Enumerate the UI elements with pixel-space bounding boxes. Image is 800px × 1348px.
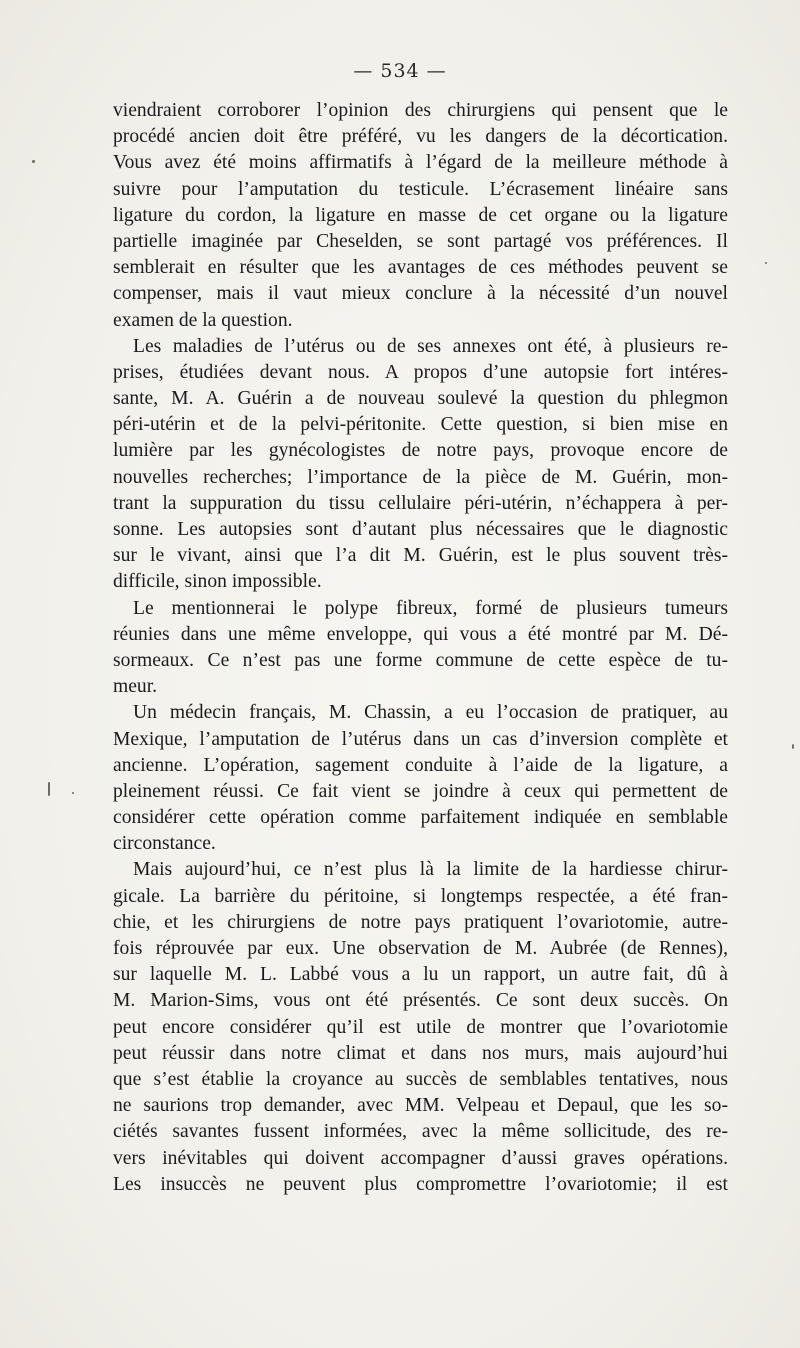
scan-speck	[792, 744, 794, 749]
text-line: procédé ancien doit être préféré, vu les dangers de la décortication.	[113, 126, 728, 148]
text-line: sormeaux. Ce n’est pas une forme commune de cette espèce de tu-	[113, 649, 728, 671]
scan-speck	[48, 782, 50, 796]
text-line: chie, et les chirurgiens de notre pays pratiquent l’ovariotomie, autre-	[113, 911, 728, 933]
text-line: lumière par les gynécologistes de notre pays, provoque encore de	[113, 440, 728, 462]
text-line: partielle imaginée par Cheselden, se sont partagé vos préférences. Il	[113, 230, 728, 252]
text-line: Le mentionnerai le polype fibreux, formé de plusieurs tumeurs	[133, 597, 728, 619]
text-line: meur.	[113, 676, 158, 698]
body-text	[113, 98, 728, 1198]
text-line: Mexique, l’amputation de l’utérus dans un cas d’inversion complète et	[113, 728, 728, 750]
text-line: gicale. La barrière du péritoine, si longtemps respectée, a été fran-	[113, 885, 728, 907]
text-line: considérer cette opération comme parfaitement indiquée en semblable	[113, 807, 728, 829]
scan-speck	[765, 262, 767, 264]
scan-speck	[72, 792, 74, 794]
text-line: vers inévitables qui doivent accompagner d’aussi graves opérations.	[113, 1147, 728, 1169]
text-line: M. Marion-Sims, vous ont été présentés. Ce sont deux succès. On	[113, 990, 728, 1012]
text-line: nouvelles recherches; l’importance de la pièce de M. Guérin, mon-	[113, 466, 728, 488]
page-number: — 534 —	[353, 60, 447, 82]
text-line: compenser, mais il vaut mieux conclure à la nécessité d’un nouvel	[113, 283, 728, 305]
text-line: Mais aujourd’hui, ce n’est plus là la limite de la hardiesse chirur-	[133, 859, 728, 881]
text-line: sur le vivant, ainsi que l’a dit M. Guérin, est le plus souvent très-	[113, 545, 728, 567]
text-line: fois réprouvée par eux. Une observation de M. Aubrée (de Rennes),	[113, 938, 728, 959]
text-line: ligature du cordon, la ligature en masse de cet organe ou la ligature	[113, 204, 728, 226]
text-line: circonstance.	[113, 833, 216, 855]
text-line: péri-utérin et de la pelvi-péritonite. Cette question, si bien mise en	[113, 414, 728, 436]
scan-speck	[32, 160, 35, 163]
text-line: examen de la question.	[113, 309, 293, 331]
text-line: Vous avez été moins affirmatifs à l’égard de la meilleure méthode à	[113, 152, 728, 174]
text-line: ancienne. L’opération, sagement conduite à l’aide de la ligature, a	[113, 754, 728, 776]
text-line: semblerait en résulter que les avantages de ces méthodes peuvent se	[113, 257, 728, 279]
text-line: difficile, sinon impossible.	[113, 571, 322, 593]
text-line: ciétés savantes fussent informées, avec la même sollicitude, des re-	[113, 1121, 728, 1143]
text-line: ne saurions trop demander, avec MM. Velpeau et Depaul, que les so-	[113, 1095, 728, 1117]
text-line: pleinement réussi. Ce fait vient se joindre à ceux qui permettent de	[113, 780, 728, 802]
text-line: suivre pour l’amputation du testicule. L’écrasement linéaire sans	[113, 178, 728, 200]
text-line: que s’est établie la croyance au succès de semblables tentatives, nous	[113, 1068, 728, 1090]
text-line: peut réussir dans notre climat et dans nos murs, mais aujourd’hui	[113, 1042, 728, 1064]
text-line: trant la suppuration du tissu cellulaire péri-utérin, n’échappera à per-	[113, 492, 728, 514]
text-line: Un médecin français, M. Chassin, a eu l’occasion de pratiquer, au	[133, 702, 728, 724]
text-line: prises, étudiées devant nous. A propos d’une autopsie fort intéres-	[113, 361, 728, 383]
text-line: sur laquelle M. L. Labbé vous a lu un rapport, un autre fait, dû à	[113, 964, 728, 986]
text-line: sante, M. A. Guérin a de nouveau soulevé la question du phlegmon	[113, 388, 728, 410]
text-line: sonne. Les autopsies sont d’autant plus nécessaires que le diagnostic	[113, 519, 728, 540]
text-line: Les insuccès ne peuvent plus compromettre l’ovariotomie; il est	[113, 1173, 728, 1195]
text-line: viendraient corroborer l’opinion des chirurgiens qui pensent que le	[113, 100, 728, 121]
text-line: réunies dans une même enveloppe, qui vous a été montré par M. Dé-	[113, 623, 728, 645]
text-line: Les maladies de l’utérus ou de ses annexes ont été, à plusieurs re-	[133, 335, 728, 357]
text-line: peut encore considérer qu’il est utile de montrer que l’ovariotomie	[113, 1016, 728, 1038]
